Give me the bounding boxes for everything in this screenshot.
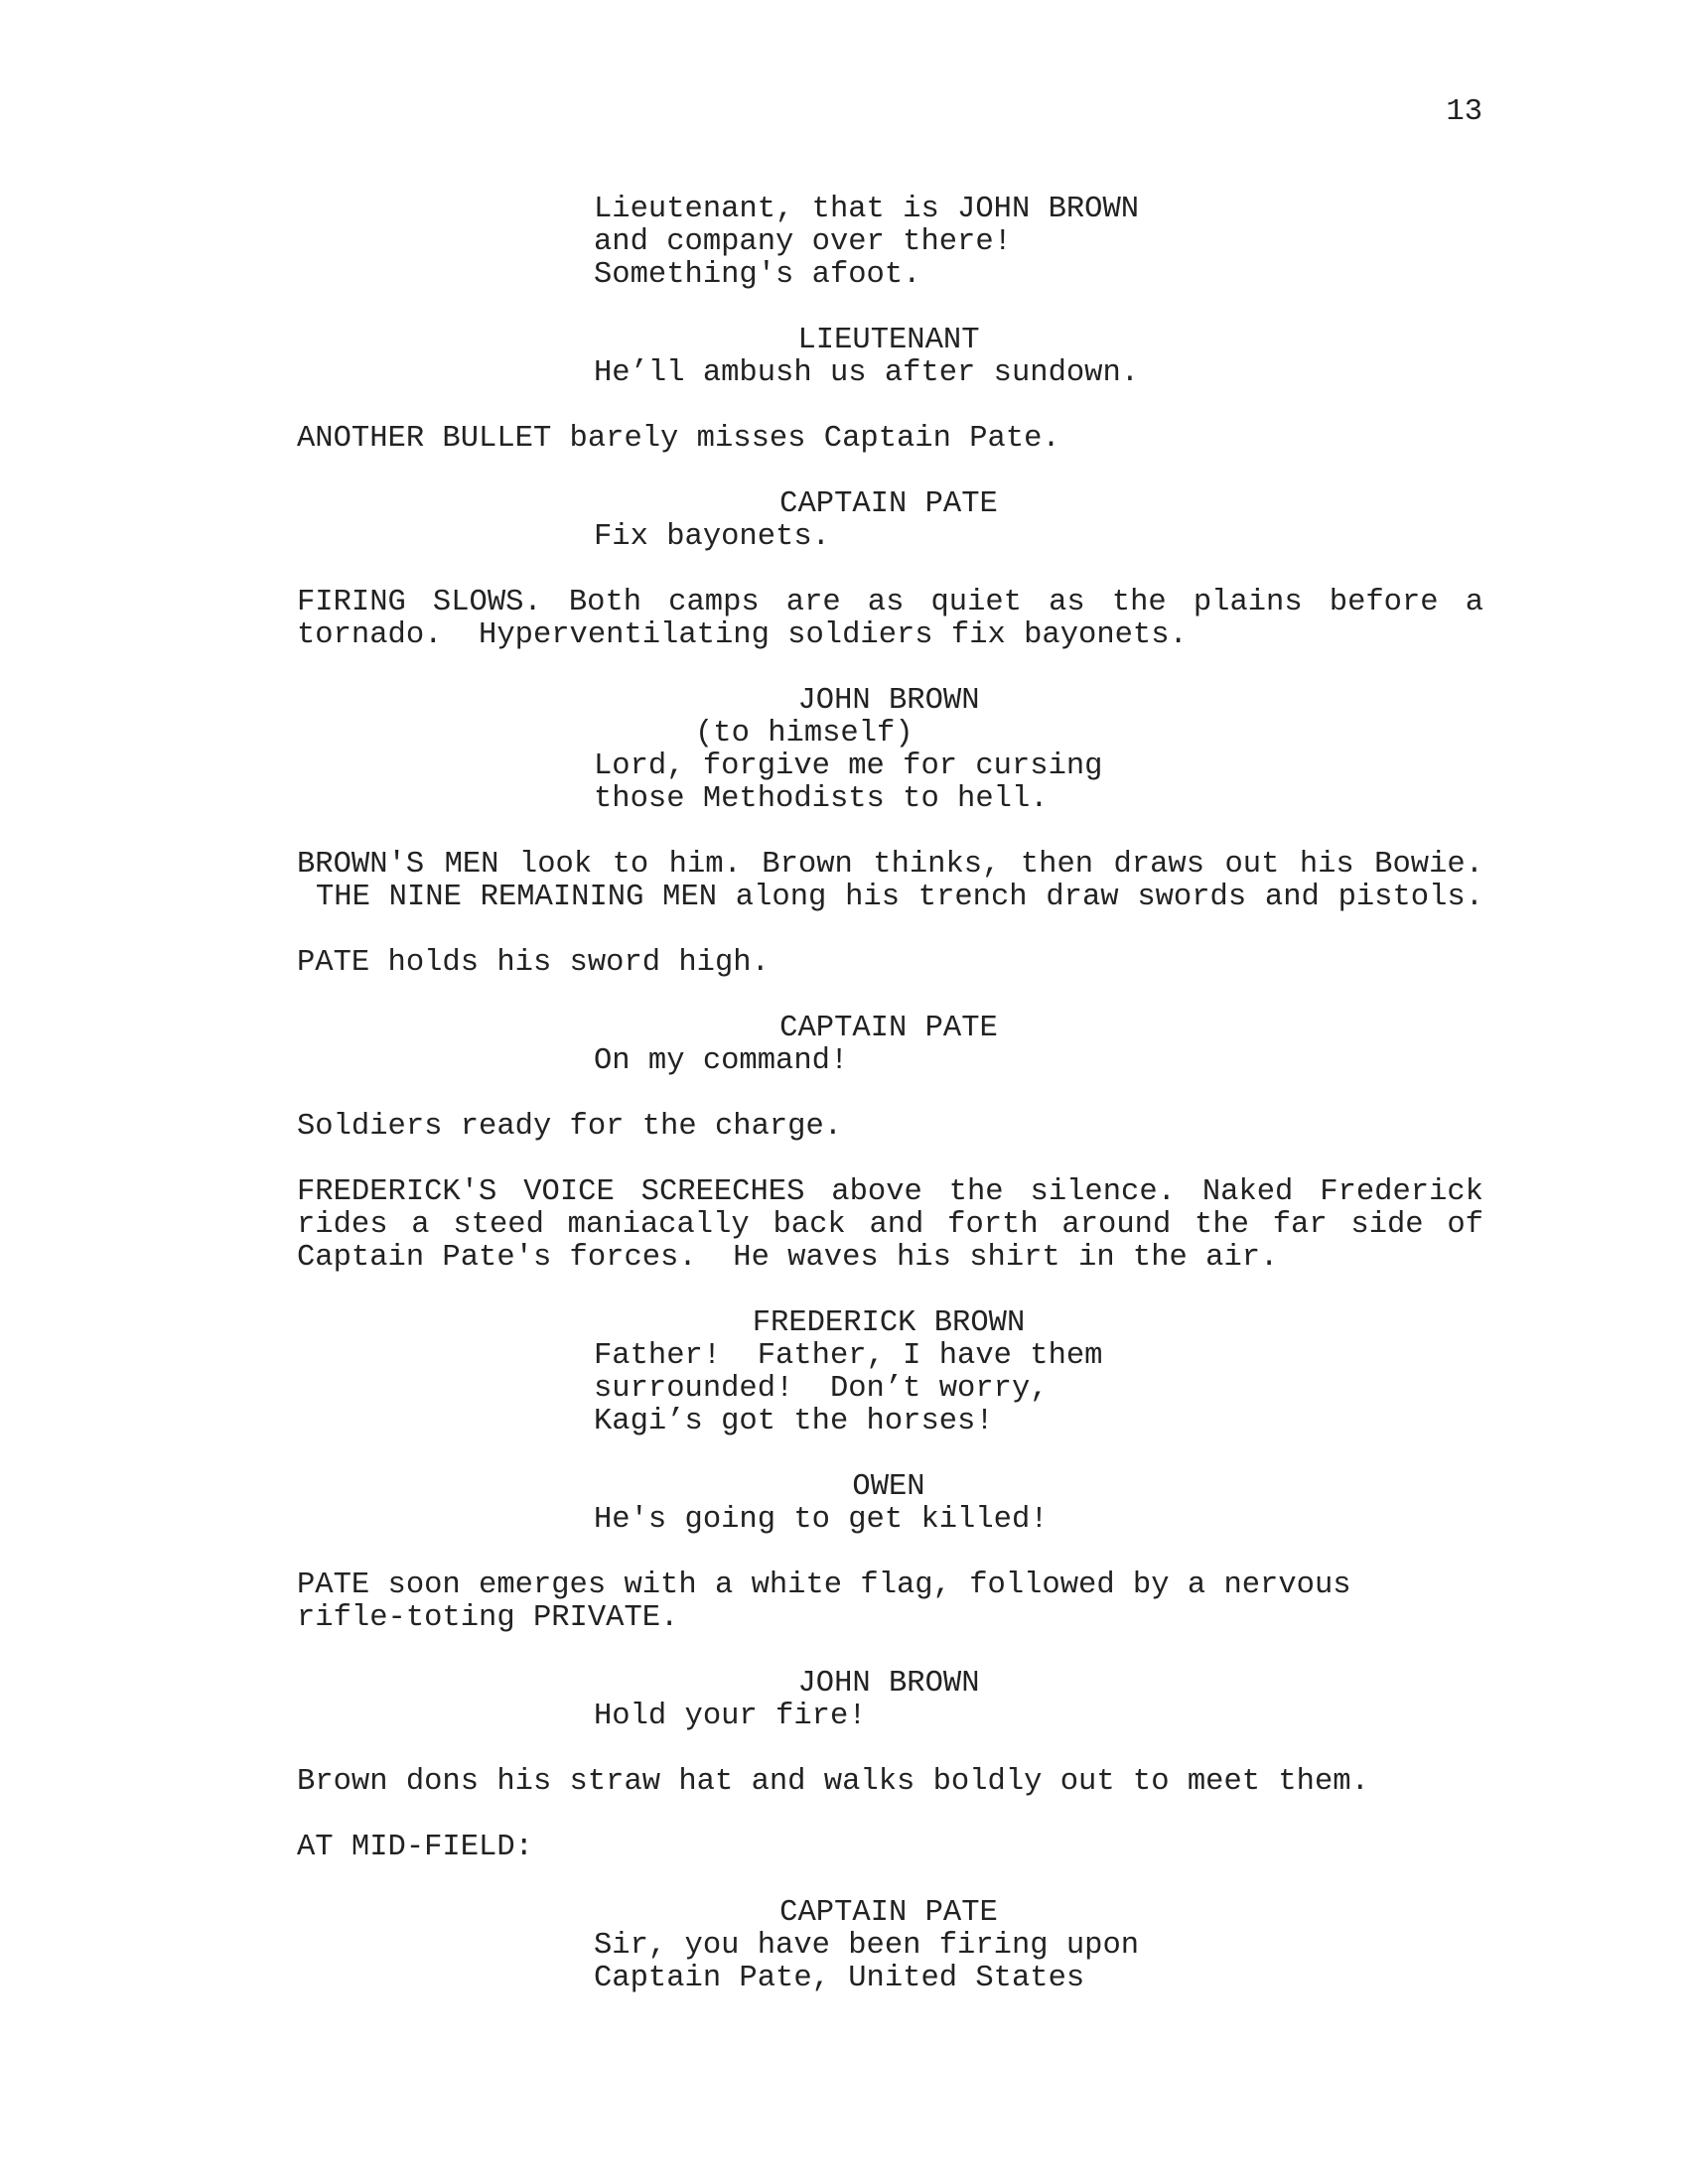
action-line: PATE holds his sword high. [297, 946, 770, 980]
page-number: 13 [1446, 95, 1482, 129]
dialogue-line: Hold your fire! [594, 1700, 867, 1733]
dialogue-line: those Methodists to hell. [594, 782, 1049, 816]
character-cue: LIEUTENANT [797, 324, 980, 357]
action-line: FIRING SLOWS. Both camps are as quiet as the plains before a [297, 586, 1483, 619]
action-line: Soldiers ready for the charge. [297, 1110, 843, 1144]
action-line: PATE soon emerges with a white flag, followed by a nervous [297, 1569, 1351, 1602]
action-line: FREDERICK'S VOICE SCREECHES above the silence. Naked Frederick [297, 1175, 1483, 1209]
action-line: AT MID-FIELD: [297, 1831, 533, 1864]
dialogue-line: Sir, you have been firing upon [594, 1929, 1140, 1963]
action-line: tornado. Hyperventilating soldiers fix bayonets. [297, 618, 1188, 652]
dialogue-line: He’ll ambush us after sundown. [594, 356, 1140, 390]
parenthetical: (to himself) [695, 717, 914, 751]
dialogue-line: Fix bayonets. [594, 520, 830, 554]
dialogue-line: Father! Father, I have them [594, 1339, 1103, 1373]
character-cue: FREDERICK BROWN [752, 1306, 1026, 1340]
dialogue-line: He's going to get killed! [594, 1503, 1049, 1537]
action-line: THE NINE REMAINING MEN along his trench draw swords and pistols. [316, 881, 1483, 914]
character-cue: CAPTAIN PATE [779, 1896, 998, 1930]
action-line: rides a steed maniacally back and forth around the far side of [297, 1208, 1483, 1242]
dialogue-line: Captain Pate, United States [594, 1962, 1085, 1995]
dialogue-line: and company over there! [594, 225, 1012, 259]
character-cue: CAPTAIN PATE [779, 487, 998, 521]
dialogue-line: Lieutenant, that is JOHN BROWN [594, 193, 1140, 226]
character-cue: JOHN BROWN [797, 1667, 980, 1701]
action-line: Captain Pate's forces. He waves his shirt in the air. [297, 1241, 1279, 1275]
dialogue-line: surrounded! Don’t worry, [594, 1372, 1049, 1406]
action-line: BROWN'S MEN look to him. Brown thinks, then draws out his Bowie. [297, 848, 1483, 882]
dialogue-line: Kagi’s got the horses! [594, 1405, 994, 1438]
dialogue-line: On my command! [594, 1044, 849, 1078]
action-line: ANOTHER BULLET barely misses Captain Pate. [297, 422, 1060, 456]
dialogue-line: Lord, forgive me for cursing [594, 750, 1103, 783]
character-cue: JOHN BROWN [797, 684, 980, 718]
character-cue: OWEN [852, 1470, 925, 1504]
character-cue: CAPTAIN PATE [779, 1012, 998, 1045]
action-line: Brown dons his straw hat and walks boldly out to meet them. [297, 1765, 1369, 1799]
dialogue-line: Something's afoot. [594, 258, 921, 292]
action-line: rifle-toting PRIVATE. [297, 1601, 679, 1635]
